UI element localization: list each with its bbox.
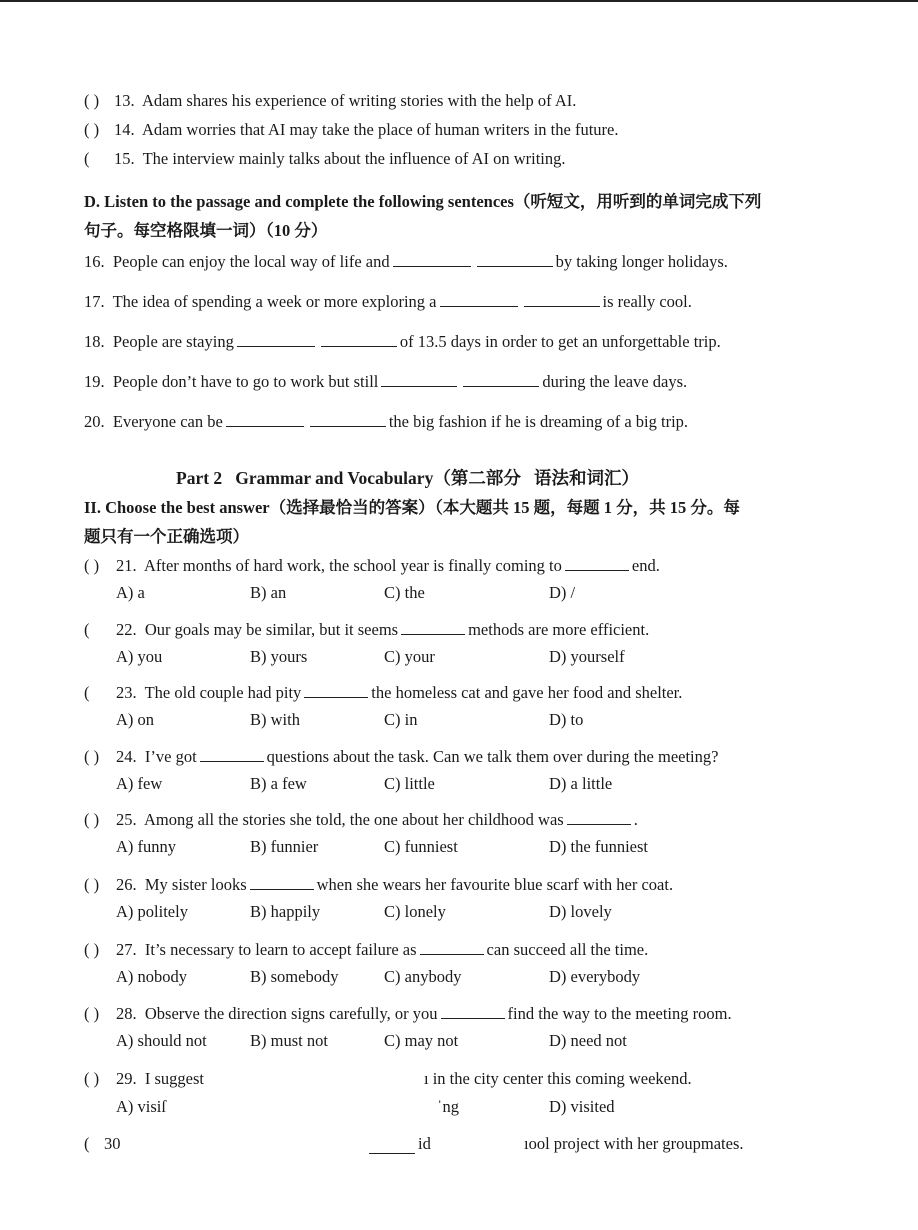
question-number: 23. [116,683,137,702]
answer-blank[interactable] [441,1003,505,1019]
section-ii-instructions-cont: 题只有一个正确选项） [84,527,249,546]
question-text: Our goals may be similar, but it seems [144,620,399,639]
question-text-end: the big fashion if he is dreaming of a big trip. [388,412,689,431]
option-d[interactable]: D) visited [549,1097,615,1116]
answer-blank[interactable] [393,251,471,267]
question-text: Adam shares his experience of writing stories with the help of AI. [141,91,577,110]
question-text-end: by taking longer holidays. [555,252,728,271]
option-d[interactable]: D) need not [549,1031,627,1050]
answer-blank[interactable] [477,251,553,267]
question-23 [84,682,682,704]
question-number: 25. [116,810,137,829]
option-b[interactable]: B) an [250,583,287,602]
option-d[interactable]: D) / [549,583,576,602]
question-22 [84,619,649,641]
option-d[interactable]: D) the funniest [549,837,648,856]
answer-paren[interactable]: ( ) [84,1069,100,1088]
answer-blank[interactable] [420,939,484,955]
question-29-text-end: ı in the city center this coming weekend. [424,1069,692,1088]
answer-paren[interactable]: ( ) [84,940,100,959]
question-13 [84,90,576,112]
question-21 [84,555,660,577]
option-c[interactable]: C) lonely [384,902,446,921]
question-29 [84,1068,204,1090]
question-24 [84,746,718,768]
question-number: 17. [84,292,105,311]
answer-blank[interactable] [237,331,315,347]
option-b[interactable]: B) must not [250,1031,328,1050]
question-text-end: questions about the task. Can we talk them over during the meeting? [266,747,719,766]
answer-blank[interactable] [304,682,368,698]
question-text-end: the homeless cat and gave her food and shelter. [371,683,683,702]
answer-paren[interactable]: ( ) [84,1004,100,1023]
question-text: It’s necessary to learn to accept failure as [144,940,417,959]
answer-blank[interactable] [401,619,465,635]
question-text: My sister looks [144,875,247,894]
question-text-end: end. [631,556,660,575]
answer-paren[interactable]: ( [84,1134,90,1153]
question-text: Observe the direction signs carefully, or you [144,1004,438,1023]
answer-blank[interactable] [226,411,304,427]
option-c[interactable]: C) your [384,647,435,666]
option-b[interactable]: B) somebody [250,967,339,986]
answer-blank[interactable] [200,746,264,762]
question-text-end: methods are more efficient. [468,620,650,639]
answer-blank[interactable] [381,371,457,387]
option-a[interactable]: A) politely [116,902,188,921]
option-c[interactable]: C) little [384,774,435,793]
answer-blank[interactable] [565,555,629,571]
option-d[interactable]: D) to [549,710,584,729]
question-text-end: of 13.5 days in order to get an unforgettable trip. [399,332,721,351]
question-text: People are staying [112,332,234,351]
question-text: Adam worries that AI may take the place of human writers in the future. [141,120,619,139]
answer-blank[interactable] [310,411,386,427]
question-number: 26. [116,875,137,894]
option-b[interactable]: B) a few [250,774,307,793]
option-c-fragment[interactable]: ˈng [437,1097,459,1116]
option-d[interactable]: D) a little [549,774,613,793]
answer-paren: ( [84,149,90,168]
answer-blank[interactable] [250,874,314,890]
question-text-end: find the way to the meeting room. [507,1004,732,1023]
question-15 [84,148,566,170]
answer-paren[interactable]: ( [84,620,90,639]
answer-paren[interactable]: ( ) [84,747,100,766]
option-a[interactable]: A) on [116,710,155,729]
answer-blank[interactable] [321,331,397,347]
top-border [0,0,918,2]
question-text: Everyone can be [112,412,223,431]
question-text-end: . [633,810,638,829]
question-number: 14. [114,120,135,139]
question-number: 29. [116,1069,137,1088]
question-26 [84,874,673,896]
question-25 [84,809,638,831]
option-a[interactable]: A) few [116,774,163,793]
answer-paren[interactable]: ( ) [84,556,100,575]
option-d[interactable]: D) everybody [549,967,641,986]
option-c[interactable]: C) the [384,583,425,602]
option-a[interactable]: A) you [116,647,163,666]
question-text-end: during the leave days. [542,372,688,391]
answer-blank[interactable] [567,809,631,825]
answer-paren[interactable]: ( [84,683,90,702]
option-d[interactable]: D) lovely [549,902,612,921]
answer-blank[interactable] [369,1138,415,1154]
option-c[interactable]: C) anybody [384,967,462,986]
section-d-title: D. Listen to the passage and complete the following sentences（听短文，用听到的单词完成下列 [84,192,762,211]
answer-paren: ( ) [84,120,100,139]
question-number: 18. [84,332,105,351]
question-20 [84,411,688,433]
question-text-end: can succeed all the time. [486,940,649,959]
question-number: 28. [116,1004,137,1023]
section-d-title-cont: 句子。每空格限填一词）（10 分） [84,221,328,240]
question-text: I suggest [144,1069,204,1088]
question-16 [84,251,728,273]
question-text-end: is really cool. [602,292,692,311]
question-number: 20. [84,412,105,431]
question-14 [84,119,618,141]
option-c[interactable]: C) funniest [384,837,458,856]
option-b[interactable]: B) happily [250,902,321,921]
option-c[interactable]: C) may not [384,1031,459,1050]
question-text: I’ve got [144,747,197,766]
question-17 [84,291,692,313]
question-text: Among all the stories she told, the one about her childhood was [143,810,564,829]
answer-blank[interactable] [440,291,518,307]
question-text: The interview mainly talks about the influence of AI on writing. [142,149,566,168]
question-18 [84,331,721,353]
question-text: People don’t have to go to work but still [112,372,379,391]
option-d[interactable]: D) yourself [549,647,625,666]
option-a[interactable]: A) visiſ [116,1097,166,1116]
option-a[interactable]: A) should not [116,1031,207,1050]
answer-paren[interactable]: ( ) [84,875,100,894]
question-number: 30 [104,1134,121,1153]
question-28 [84,1003,732,1025]
option-b[interactable]: B) funnier [250,837,319,856]
question-19 [84,371,687,393]
question-number: 15. [114,149,135,168]
question-number: 13. [114,91,135,110]
question-number: 19. [84,372,105,391]
option-b[interactable]: B) with [250,710,300,729]
question-30 [84,1133,121,1155]
answer-blank[interactable] [524,291,600,307]
part2-heading: Part 2 Grammar and Vocabulary（第二部分 语法和词汇） [176,468,639,488]
question-text: After months of hard work, the school year is finally coming to [143,556,562,575]
answer-blank[interactable] [463,371,539,387]
answer-paren[interactable]: ( ) [84,810,100,829]
question-text: The old couple had pity [144,683,302,702]
question-text: The idea of spending a week or more exploring a [112,292,437,311]
question-text-end: when she wears her favourite blue scarf with her coat. [316,875,674,894]
option-c[interactable]: C) in [384,710,418,729]
question-text: People can enjoy the local way of life and [112,252,390,271]
answer-paren: ( ) [84,91,100,110]
question-number: 27. [116,940,137,959]
option-a[interactable]: A) nobody [116,967,188,986]
section-ii-instructions: II. Choose the best answer（选择最恰当的答案）（本大题共 15 题，每题 1 分，共 15 分。每 [84,498,740,517]
question-27 [84,939,648,961]
question-number: 24. [116,747,137,766]
option-a[interactable]: A) a [116,583,145,602]
question-number: 21. [116,556,137,575]
question-30-text-end: ıool project with her groupmates. [524,1134,744,1153]
question-30-fragment: id [418,1134,431,1153]
question-number: 16. [84,252,105,271]
option-b[interactable]: B) yours [250,647,308,666]
question-number: 22. [116,620,137,639]
option-a[interactable]: A) funny [116,837,177,856]
